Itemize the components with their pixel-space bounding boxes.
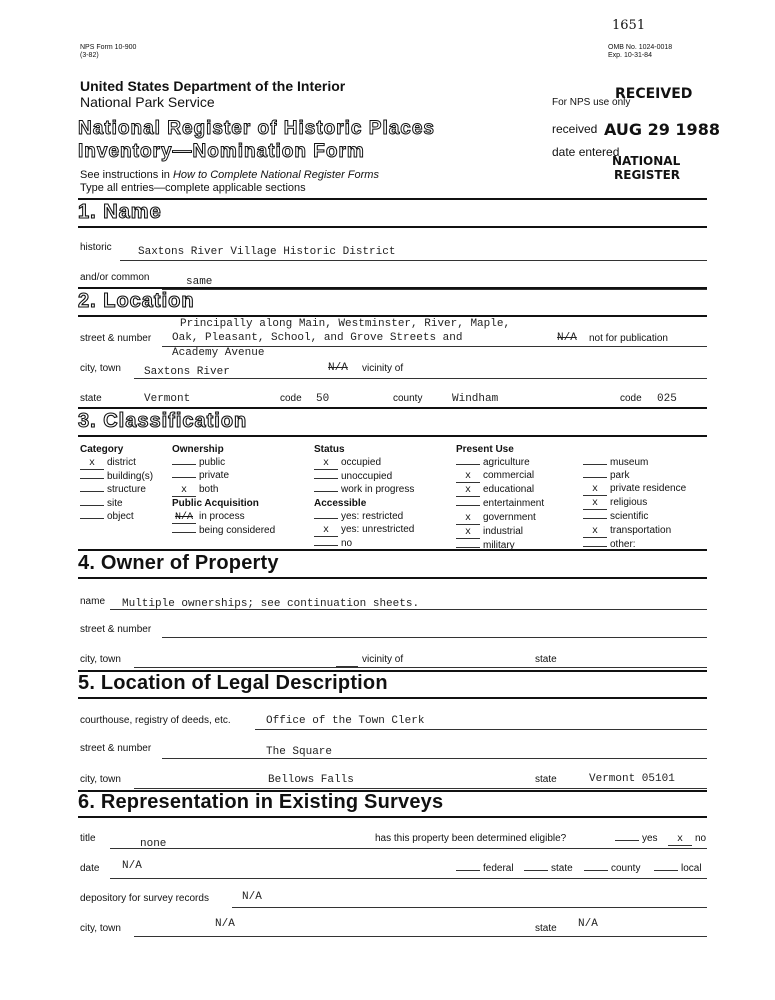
present-use-item[interactable] <box>583 482 686 496</box>
field-line <box>232 907 707 908</box>
street-line2: Oak, Pleasant, School, and Grove Streets and <box>172 332 463 344</box>
checkbox[interactable]: x <box>583 499 607 510</box>
state-value: Vermont <box>144 393 191 405</box>
checkbox-label: state <box>551 863 573 874</box>
local-option[interactable] <box>654 863 702 874</box>
instructions-prefix: See instructions in <box>80 169 173 181</box>
handwritten-number: 1651 <box>612 18 646 33</box>
checkbox-label: museum <box>610 457 649 468</box>
section-rule <box>78 577 707 579</box>
section-rule <box>78 407 707 409</box>
field-line <box>162 346 707 347</box>
checkbox-label: federal <box>483 863 514 874</box>
street-line1: Principally along Main, Westminster, River, Maple, <box>180 318 511 330</box>
checkbox[interactable]: x <box>456 528 480 539</box>
legal-state-label: state <box>535 774 557 785</box>
checkbox[interactable] <box>80 478 104 479</box>
city-town-label: city, town <box>80 363 121 374</box>
instructions-line1 <box>80 169 379 181</box>
status-item[interactable] <box>314 456 414 470</box>
checkbox-label: park <box>610 470 630 482</box>
checkbox[interactable] <box>456 464 480 465</box>
survey-date-value: N/A <box>122 860 142 872</box>
code-label: code <box>280 393 302 404</box>
owner-state-label: state <box>535 654 557 665</box>
checkbox[interactable] <box>314 491 338 492</box>
present-use-item[interactable] <box>456 469 544 483</box>
field-line <box>134 378 707 379</box>
present-use-item[interactable] <box>583 456 686 469</box>
checkbox-label: entertainment <box>483 498 545 510</box>
form-date: (3-82) <box>80 52 99 59</box>
checkbox[interactable] <box>583 518 607 519</box>
checkbox[interactable]: x <box>583 485 607 496</box>
checkbox-label: yes: restricted <box>341 510 404 522</box>
county-code-value: 025 <box>657 393 677 405</box>
section-rule <box>78 226 707 228</box>
code-value: 50 <box>316 393 330 405</box>
vicinity-value: N/A <box>328 362 348 374</box>
section3-heading: 3. Classification <box>78 410 248 432</box>
category-item[interactable] <box>80 456 153 470</box>
checkbox-label: structure <box>107 484 146 496</box>
checkbox[interactable]: x <box>314 526 338 537</box>
instructions-line2: Type all entries—complete applicable sections <box>80 182 306 194</box>
survey-city-label: city, town <box>80 923 121 934</box>
checkbox[interactable]: x <box>456 486 480 497</box>
city-town-value: Saxtons River <box>144 366 230 378</box>
category-column <box>80 443 153 523</box>
section6-heading: 6. Representation in Existing Surveys <box>78 791 444 813</box>
street-line3: Academy Avenue <box>172 347 265 359</box>
survey-city-value: N/A <box>215 918 235 930</box>
survey-title-value: none <box>140 838 167 850</box>
department: United States Department of the Interior <box>80 78 346 94</box>
section-rule <box>78 287 707 289</box>
national-stamp: NATIONAL <box>612 154 681 168</box>
checkbox[interactable] <box>524 870 548 871</box>
checkbox-label: work in progress <box>341 484 415 496</box>
checkbox[interactable] <box>172 532 196 533</box>
section2-heading: 2. Location <box>78 290 195 312</box>
field-line <box>120 260 707 261</box>
checkbox[interactable] <box>654 870 678 871</box>
ownership-item[interactable] <box>172 456 275 469</box>
ownership-item[interactable] <box>172 469 275 482</box>
checkbox[interactable] <box>584 870 608 871</box>
present-use-column-2 <box>583 456 686 551</box>
present-use-item[interactable] <box>456 525 544 539</box>
instructions-title: How to Complete National Register Forms <box>172 169 379 181</box>
checkbox-label: local <box>681 863 702 874</box>
checkbox-label: private residence <box>610 483 687 495</box>
present-use-heading: Present Use <box>456 444 514 455</box>
owner-name-label: name <box>80 596 106 607</box>
not-for-publication-value: N/A <box>557 332 577 344</box>
section-rule <box>78 435 707 437</box>
checkbox-label: military <box>483 539 515 551</box>
checkbox[interactable] <box>615 840 639 841</box>
checkbox[interactable]: x <box>668 835 692 846</box>
legal-city-label: city, town <box>80 774 121 785</box>
owner-vicinity-label: vicinity of <box>362 654 404 665</box>
present-use-item[interactable] <box>456 511 544 525</box>
acquisition-heading: Public Acquisition <box>172 497 259 509</box>
status-item[interactable] <box>314 470 414 483</box>
accessible-heading: Accessible <box>314 497 367 509</box>
checkbox[interactable] <box>583 477 607 478</box>
county-value: Windham <box>452 393 499 405</box>
field-line <box>162 289 707 290</box>
category-item[interactable] <box>80 470 153 483</box>
present-use-item[interactable] <box>583 510 686 523</box>
present-use-item[interactable] <box>456 497 544 510</box>
status-heading: Status <box>314 444 345 455</box>
checkbox-label: county <box>611 863 641 874</box>
checkbox-label: public <box>199 457 226 469</box>
section-rule <box>78 816 707 818</box>
owner-name-value: Multiple ownerships; see continuation sheets. <box>122 598 420 610</box>
owner-street-label: street & number <box>80 624 152 635</box>
county-label: county <box>393 393 423 404</box>
form-title-line1: National Register of Historic Places <box>78 118 435 139</box>
field-line <box>134 667 707 668</box>
category-item[interactable] <box>80 510 153 523</box>
category-item[interactable] <box>80 497 153 510</box>
field-line <box>110 878 707 879</box>
received-stamp: RECEIVED <box>615 86 693 102</box>
acquisition-item[interactable] <box>172 510 275 524</box>
historic-value: Saxtons River Village Historic District <box>138 246 396 258</box>
nps-use-only: For NPS use only <box>552 97 631 108</box>
accessible-item[interactable] <box>314 523 414 537</box>
category-heading: Category <box>80 444 124 455</box>
legal-street-label: street & number <box>80 743 152 754</box>
present-use-column <box>456 443 544 552</box>
vicinity-label: vicinity of <box>362 363 404 374</box>
street-number-label: street & number <box>80 333 152 344</box>
section-rule <box>78 198 707 200</box>
section5-heading: 5. Location of Legal Description <box>78 672 388 694</box>
legal-city-value: Bellows Falls <box>268 774 354 786</box>
field-line <box>110 609 707 610</box>
ownership-item[interactable] <box>172 483 275 497</box>
form-number: NPS Form 10-900 <box>80 44 137 51</box>
checkbox[interactable]: x <box>80 459 104 470</box>
omb-number: OMB No. 1024-0018 <box>608 44 673 51</box>
checkbox-label: occupied <box>341 457 382 469</box>
acquisition-item[interactable] <box>172 524 275 537</box>
checkbox-label: no <box>695 833 707 844</box>
state-option[interactable] <box>524 863 573 874</box>
checkbox-label: both <box>199 483 219 495</box>
section-rule <box>78 549 707 551</box>
checkbox[interactable] <box>583 464 607 465</box>
courthouse-value: Office of the Town Clerk <box>266 715 425 727</box>
checkbox-label: educational <box>483 484 535 496</box>
checkbox-label: district <box>107 457 136 469</box>
checkbox[interactable]: x <box>314 459 338 470</box>
not-for-publication-label: not for publication <box>589 333 668 344</box>
survey-state-label: state <box>535 923 557 934</box>
category-item[interactable] <box>80 483 153 496</box>
eligible-yes[interactable] <box>615 833 658 844</box>
checkbox[interactable] <box>80 491 104 492</box>
service: National Park Service <box>80 94 215 110</box>
checkbox[interactable] <box>583 546 607 547</box>
checkbox[interactable] <box>314 545 338 546</box>
checkbox[interactable] <box>456 870 480 871</box>
state-label: state <box>80 393 102 404</box>
present-use-item[interactable] <box>583 524 686 538</box>
ownership-column <box>172 443 275 537</box>
courthouse-label: courthouse, registry of deeds, etc. <box>80 715 231 726</box>
owner-city-label: city, town <box>80 654 121 665</box>
accessible-item[interactable] <box>314 510 414 523</box>
survey-state-value: N/A <box>578 918 598 930</box>
county-option[interactable] <box>584 863 640 874</box>
ownership-heading: Ownership <box>172 444 224 455</box>
section-rule <box>78 315 707 317</box>
present-use-item[interactable] <box>456 483 544 497</box>
checkbox[interactable]: x <box>172 486 196 497</box>
checkbox[interactable] <box>80 505 104 506</box>
checkbox[interactable] <box>172 464 196 465</box>
received-date-stamp: AUG 29 1988 <box>604 120 720 139</box>
checkbox-label: private <box>199 470 230 482</box>
checkbox[interactable]: x <box>583 527 607 538</box>
checkbox[interactable] <box>314 518 338 519</box>
checkbox-label: building(s) <box>107 471 154 483</box>
present-use-item[interactable] <box>583 469 686 482</box>
checkbox-label: commercial <box>483 470 535 482</box>
checkbox[interactable] <box>172 477 196 478</box>
checkbox-label: religious <box>610 497 648 509</box>
survey-title-label: title <box>80 833 96 844</box>
checkbox[interactable]: x <box>456 472 480 483</box>
section4-heading: 4. Owner of Property <box>78 552 279 574</box>
status-column <box>314 443 414 550</box>
field-line <box>255 729 707 730</box>
field-line <box>162 758 707 759</box>
checkbox-label: government <box>483 511 536 523</box>
checkbox-label: being considered <box>199 524 276 536</box>
checkbox-label: object <box>107 510 134 522</box>
checkbox-label: no <box>341 538 353 550</box>
form-title-line2: Inventory—Nomination Form <box>78 141 365 162</box>
checkbox-label: transportation <box>610 524 672 536</box>
eligible-question: has this property been determined eligible? <box>375 833 567 844</box>
field-line <box>134 788 707 789</box>
checkbox-label: agriculture <box>483 457 530 469</box>
depository-value: N/A <box>242 891 262 903</box>
common-name-label: and/or common <box>80 272 150 283</box>
received-label: received <box>552 122 598 136</box>
checkbox-label: other: <box>610 538 636 550</box>
survey-date-label: date <box>80 863 100 874</box>
checkbox-label: in process <box>199 510 245 522</box>
common-name-value: same <box>186 276 213 288</box>
eligible-no[interactable] <box>668 833 706 846</box>
depository-label: depository for survey records <box>80 893 209 904</box>
checkbox[interactable] <box>80 518 104 519</box>
present-use-item[interactable] <box>456 456 544 469</box>
section1-heading: 1. Name <box>78 201 162 223</box>
checkbox[interactable] <box>456 505 480 506</box>
field-line <box>134 936 707 937</box>
legal-state-value: Vermont 05101 <box>589 773 675 785</box>
present-use-item[interactable] <box>583 496 686 510</box>
checkbox-label: yes <box>642 833 658 844</box>
checkbox[interactable] <box>314 478 338 479</box>
checkbox[interactable]: N/A <box>172 513 196 524</box>
checkbox-label: yes: unrestricted <box>341 524 415 536</box>
checkbox[interactable]: x <box>456 514 480 525</box>
section-rule <box>78 697 707 699</box>
historic-label: historic <box>80 242 112 253</box>
checkbox[interactable] <box>456 547 480 548</box>
status-item[interactable] <box>314 483 414 496</box>
county-code-label: code <box>620 393 642 404</box>
federal-option[interactable] <box>456 863 514 874</box>
expiration-date: Exp. 10-31-84 <box>608 52 652 59</box>
checkbox-label: unoccupied <box>341 471 393 483</box>
checkbox-label: site <box>107 497 123 509</box>
field-line <box>110 848 707 849</box>
legal-street-value: The Square <box>266 746 333 758</box>
field-line <box>162 637 707 638</box>
checkbox-label: industrial <box>483 525 524 537</box>
register-stamp: REGISTER <box>614 168 681 182</box>
date-entered-label: date entered <box>552 145 620 159</box>
checkbox-label: scientific <box>610 511 649 523</box>
